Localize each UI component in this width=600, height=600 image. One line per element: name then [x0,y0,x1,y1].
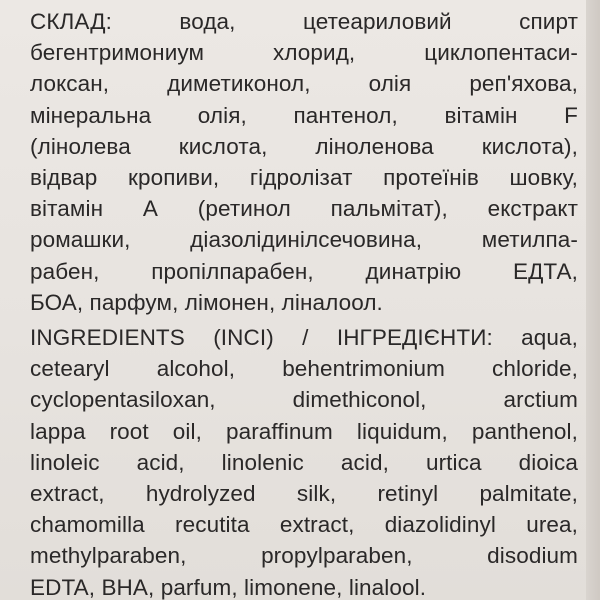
en-line-1: INGREDIENTS (INCI) / ІНГРЕДІЄНТИ: aqua, [30,325,578,351]
en-line-8: methylparaben, propylparaben, disodium [30,543,578,569]
ua-line-5: (лінолева кислота, ліноленова кислота), [30,133,578,159]
ukrainian-composition [30,6,578,318]
en-line-4: lappa root oil, paraffinum liquidum, panthenol, [30,418,578,444]
en-line-5: linoleic acid, linolenic acid, urtica dioica [30,449,578,475]
en-line-2: cetearyl alcohol, behentrimonium chloride, [30,356,578,382]
english-ingredients [30,322,578,600]
ua-line-3: локсан, диметиконол, олія реп'яхова, [30,71,578,97]
ingredients-text-block [30,6,578,600]
package-edge [586,0,600,600]
en-line-3: cyclopentasiloxan, dimethiconol, arctium [30,387,578,413]
ua-line-2: бегентримониум хлорид, циклопентаси- [30,40,578,66]
en-line-7: chamomilla recutita extract, diazolidinyl urea, [30,512,578,538]
ua-line-1: СКЛАД: вода, цетеариловий спирт [30,9,578,34]
en-line-9: EDTA, BHA, parfum, limonene, linalool. [30,574,427,600]
ua-line-4: мінеральна олія, пантенол, вітамін F [30,102,578,128]
en-line-6: extract, hydrolyzed silk, retinyl palmitate, [30,481,578,507]
ua-line-7: вітамін А (ретинол пальмітат), екстракт [30,196,578,222]
ua-line-9: рабен, пропілпарабен, динатрію ЕДТА, [30,258,578,284]
ua-line-8: ромашки, діазолідинілсечовина, метилпа- [30,227,578,253]
ua-line-6: відвар кропиви, гідролізат протеїнів шовку, [30,165,578,191]
ua-line-10: БОА, парфум, лімонен, ліналоол. [30,289,383,315]
